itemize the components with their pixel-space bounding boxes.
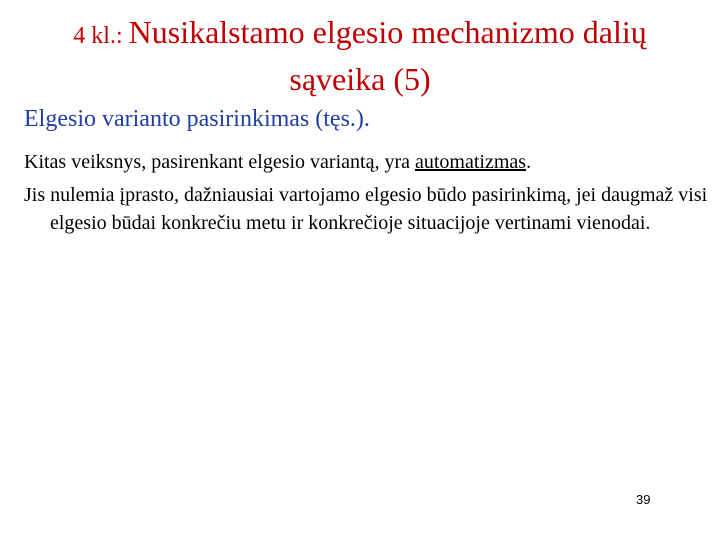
paragraph-explanation: Jis nulemia įprasto, dažniausiai vartojamo elgesio būdo pasirinkimą, jei daugmaž visi elgesio būdai konkrečiu metu ir konkrečioje situacijoje vertinami vienodai.	[24, 184, 708, 234]
title-line-1	[0, 12, 720, 59]
underlined-term: automatizmas	[415, 151, 527, 173]
page-number: 39	[636, 492, 651, 507]
paragraph-1-end: .	[526, 151, 532, 173]
slide-title	[0, 12, 720, 99]
section-subheading: Elgesio varianto pasirinkimas (tęs.).	[24, 106, 370, 132]
title-prefix: 4 kl.:	[73, 23, 123, 49]
title-main: Nusikalstamo elgesio mechanizmo dalių	[128, 14, 647, 50]
title-line-2	[0, 59, 720, 99]
paragraph-automatism	[24, 148, 704, 176]
title-continuation: sąveika	[289, 61, 386, 97]
paragraph-1-text: Kitas veiksnys, pasirenkant elgesio variantą, yra	[24, 151, 415, 173]
title-number: (5)	[393, 61, 431, 97]
